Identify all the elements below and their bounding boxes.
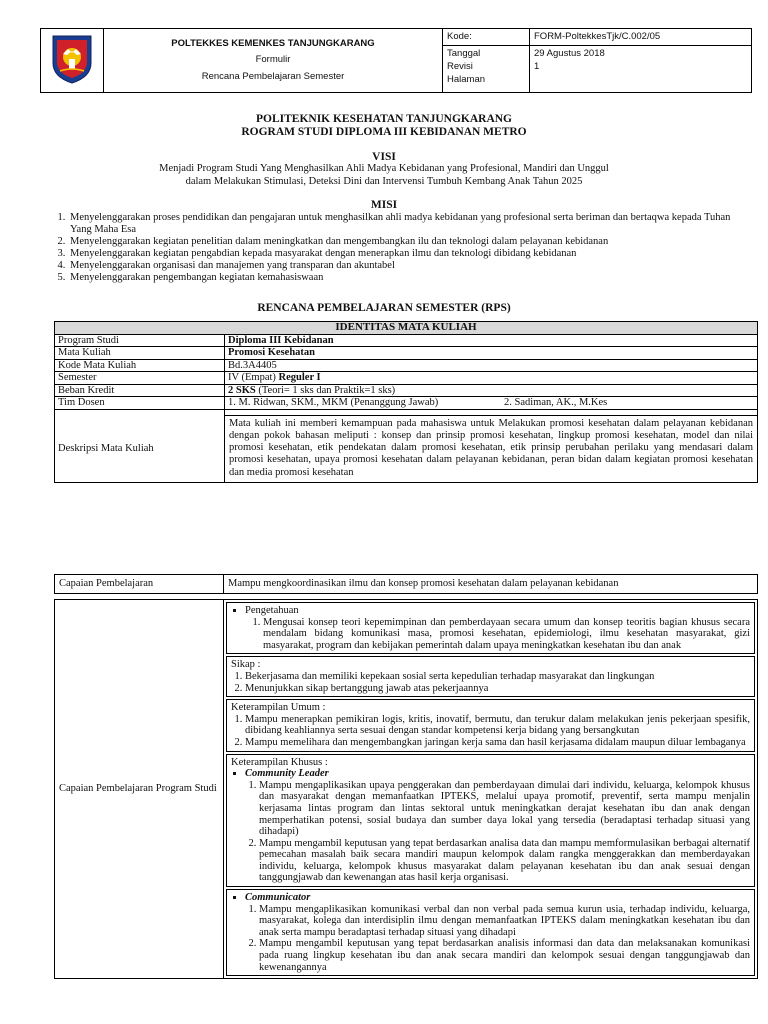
rps-title: RENCANA PEMBELAJARAN SEMESTER (RPS) <box>257 302 511 314</box>
pengetahuan-items <box>245 617 750 652</box>
sikap-item: 1. Bekerjasama dan memiliki kepekaan sosial serta kepedulian terhadap masyarakat dan lingkungan <box>245 671 750 683</box>
cpl-content <box>224 600 758 979</box>
capaian-table <box>54 574 758 594</box>
ketrampilan-khusus-title: Keterampilan Khusus : <box>231 756 328 768</box>
communicator-list <box>231 892 750 973</box>
community-leader-items <box>245 780 750 884</box>
communicator-box <box>226 889 755 976</box>
header-institution: POLTEKKES KEMENKES TANJUNGKARANG <box>171 37 375 49</box>
logo-cell <box>41 29 104 93</box>
program-title: ROGRAM STUDI DIPLOMA III KEBIDANAN METRO <box>241 126 527 138</box>
poltekkes-emblem-icon <box>50 33 94 85</box>
capaian-value: Mampu mengkoordinasikan ilmu dan konsep promosi kesehatan dalam pelayanan kebidanan <box>224 575 758 594</box>
kode-mk-value: Bd.3A4405 <box>225 359 758 372</box>
community-leader-item: 2. Mampu mengambil keputusan yang tepat berdasarkan analisa data dan mampu memformulasikan berbagai alternatif pemecahan masalah baik secara mandiri maupun kelompok dalam rangka menggerakkan dan memberdayakan individu, keluarga, kelompok khusus masyarakat dalam pelayanan kesehatan ibu dan anak sesuai dengan tanggungjawab dan kewenangan atas hasil kerja organisasi. <box>259 838 750 884</box>
tanggal-value: 29 Agustus 2018 <box>534 48 605 60</box>
ketrampilan-umum-item: 1. Mampu menerapkan pemikiran logis, kritis, inovatif, bermutu, dan terukur dalam melakukan jenis pekerjaan spesifik, dibidang keahliannya serta sesuai dengan standar kompetensi kerja bidang yang bersangkutan <box>245 714 750 737</box>
revisi-label: Revisi <box>447 61 473 73</box>
pengetahuan-title-text: Pengetahuan <box>245 605 299 616</box>
sikap-item: 2. Menunjukkan sikap bertanggung jawab atas pekerjaannya <box>245 683 750 695</box>
misi-item: 2. Menyelenggarakan kegiatan penelitian dalam meningkatkan dan mengembangkan ilu dan teknologi dalam pelayanan kebidanan <box>68 236 738 248</box>
ketrampilan-umum-title: Keterampilan Umum : <box>231 702 326 714</box>
mata-kuliah-value: Promosi Kesehatan <box>225 347 758 360</box>
tanggal-label: Tanggal <box>447 48 481 60</box>
deskripsi-value: Mata kuliah ini memberi kemampuan pada mahasiswa untuk Melakukan promosi kesehatan dalam pelayanan kebidanan dengan pokok bahasan meliputi : konsep dan prinsip promosi kesehatan, lingkup promosi kesehatan, model dan nilai promosi kesehatan, etik pendekatan dalam promosi kesehatan, etik prinsip perubahan perilaku yang mendasari dalam promosi kesehatan, upaya promosi kesehatan dalam pelayanan kebidanan, peran bidan dalam kegiatan promosi kesehatan dan media promosi kesehatan <box>225 415 758 482</box>
community-leader <box>245 768 750 884</box>
cpl-table <box>54 599 758 979</box>
form-header-table <box>40 28 752 93</box>
program-studi-value: Diploma III Kebidanan <box>225 334 758 347</box>
kode-value: FORM-PoltekkesTjk/C.002/05 <box>530 29 752 46</box>
communicator-item: 1. Mampu mengaplikasikan komunikasi verbal dan non verbal pada semua kurun usia, terhadap individu, keluarga, masyarakat, kolega dan interdisiplin ilmu dengan memanfaatkan IPTEKS dalam meningkatkan kesehatan ibu dan anak serta mampu beradaptasi terhadap situasi yang dihadapi <box>259 904 750 939</box>
capaian-label: Capaian Pembelajaran <box>55 575 224 594</box>
tim-dosen-label: Tim Dosen <box>55 397 225 410</box>
communicator-title: Communicator <box>245 892 311 904</box>
ketrampilan-umum-box <box>226 699 755 751</box>
beban-value-bold: 2 SKS <box>228 384 259 396</box>
misi-item: 4. Menyelenggarakan organisasi dan manajemen yang transparan dan akuntabel <box>68 260 738 272</box>
halaman-label: Halaman <box>447 73 486 85</box>
communicator-item: 2. Mampu mengambil keputusan yang tepat berdasarkan analisis informasi dan data dan melaksanakan komunikasi pada ruang lingkup kesehatan ibu dan anak secara mandiri dan kelompok sesuai dengan tanggungjawab dan kewenangannya <box>259 938 750 973</box>
beban-label: Beban Kredit <box>55 384 225 397</box>
semester-value-bold: Reguler I <box>278 372 321 383</box>
pengetahuan-title <box>245 605 750 651</box>
sikap-list <box>231 671 750 694</box>
tim-dosen-1: 1. M. Ridwan, SKM., MKM (Penanggung Jawab) <box>225 397 502 410</box>
kode-mk-label: Kode Mata Kuliah <box>55 359 225 372</box>
deskripsi-label: Deskripsi Mata Kuliah <box>55 415 225 482</box>
communicator <box>245 892 750 973</box>
visi-heading: VISI <box>372 151 396 163</box>
misi-heading: MISI <box>370 199 398 211</box>
visi-line-2: dalam Melakukan Stimulasi, Deteksi Dini dan Intervensi Tumbuh Kembang Anak Tahun 2025 <box>185 176 583 187</box>
pengetahuan-box <box>226 602 755 654</box>
community-leader-list <box>231 768 750 884</box>
header-form-name: Rencana Pembelajaran Semester <box>201 70 345 82</box>
cpl-label: Capaian Pembelajaran Program Studi <box>55 600 224 979</box>
ketrampilan-umum-list <box>231 714 750 749</box>
semester-value <box>225 372 758 385</box>
program-studi-label: Program Studi <box>55 334 225 347</box>
sikap-title: Sikap : <box>231 659 261 671</box>
pengetahuan-list <box>231 605 750 651</box>
sikap-box <box>226 656 755 697</box>
beban-value-plain: (Teori= 1 sks dan Praktik=1 sks) <box>258 384 396 396</box>
form-title-cell <box>104 29 443 93</box>
kode-label: Kode: <box>443 29 530 46</box>
misi-item: 5. Menyelenggarakan pengembangan kegiatan kemahasiswaan <box>68 272 738 284</box>
community-leader-title: Community Leader <box>245 768 329 780</box>
ketrampilan-khusus-box <box>226 754 755 888</box>
header-form-label: Formulir <box>255 54 291 66</box>
beban-value <box>225 384 758 397</box>
semester-label: Semester <box>55 372 225 385</box>
communicator-items <box>245 904 750 974</box>
meta-values <box>530 46 752 93</box>
institution-title: POLITEKNIK KESEHATAN TANJUNGKARANG <box>255 113 512 125</box>
meta-labels <box>443 46 530 93</box>
identitas-table <box>54 321 758 483</box>
ketrampilan-umum-item: 2. Mampu memelihara dan mengembangkan jaringan kerja sama dan hasil kerjasama didalam maupun diluar lembaganya <box>245 737 750 749</box>
semester-value-plain: IV (Empat) <box>228 372 279 383</box>
community-leader-item: 1. Mampu mengaplikasikan upaya penggerakan dan pemberdayaan dimulai dari individu, keluarga, kelompok khusus dan masyarakat dengan memanfaatkan IPTEKS, melalui upaya promotif, preventif, serta mampu menjalin kerjasama lintas program dan lintas sektoral untuk meningkatkan derajat kesehatan ibu dan anak dengan memperhatikan potensi, sosial budaya dan sumber daya lokal yang tersedia (beradaptasi terhadap situasi yang dihadapi) <box>259 780 750 838</box>
visi-line-1: Menjadi Program Studi Yang Menghasilkan Ahli Madya Kebidanan yang Profesional, Mandiri dan Unggul <box>159 163 609 174</box>
mata-kuliah-label: Mata Kuliah <box>55 347 225 360</box>
revisi-value: 1 <box>534 61 540 73</box>
misi-list <box>54 212 738 284</box>
misi-item: 3. Menyelenggarakan kegiatan pengabdian kepada masyarakat dengan menerapkan ilmu dan teknologi dibidang kebidanan <box>68 248 738 260</box>
identitas-heading: IDENTITAS MATA KULIAH <box>55 322 758 335</box>
tim-dosen-2: 2. Sadiman, AK., M.Kes <box>501 397 758 410</box>
misi-item: 1. Menyelenggarakan proses pendidikan dan pengajaran untuk menghasilkan ahli madya kebidanan yang profesional serta beriman dan bertaqwa kepada Tuhan Yang Maha Esa <box>68 212 738 236</box>
pengetahuan-item: 1. Mengusai konsep teori kepemimpinan dan pemberdayaan secara umum dan konsep teoritis bagian khusus secara mendalam bidang komunikasi masa, promosi kesehatan, epidemiologi, ilmu kesehatan masyarakat, gizi masyarakat, program dan kebijakan pemerintah dalam upaya meningkatkan kesehatan ibu dan anak <box>263 617 750 652</box>
